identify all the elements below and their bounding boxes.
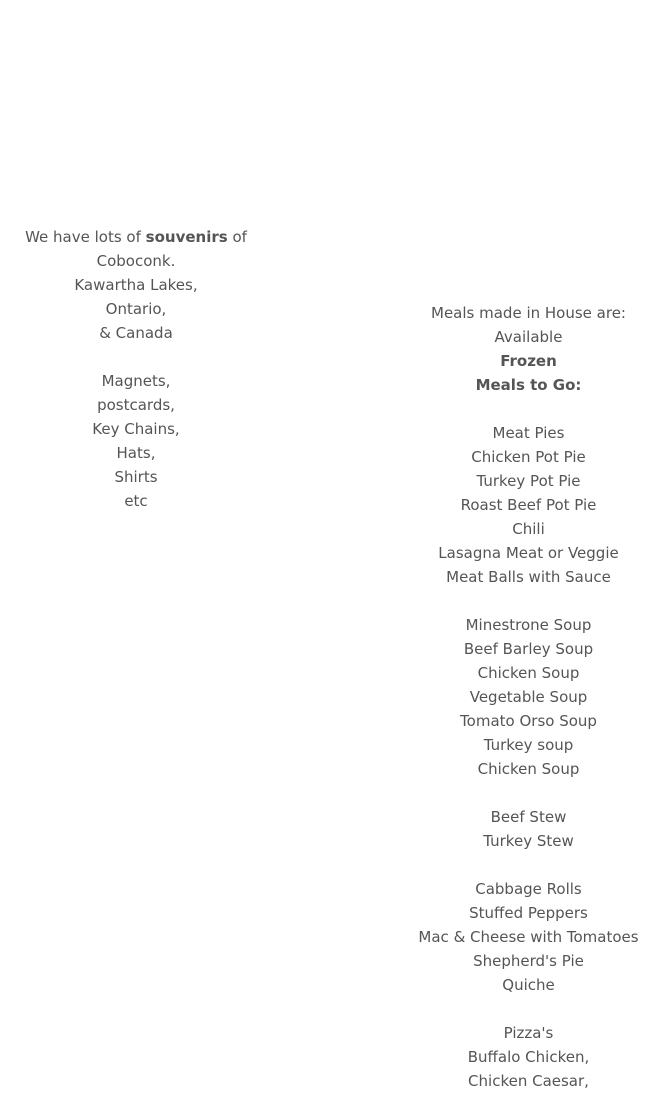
place-line: Coboconk. xyxy=(96,252,176,270)
meal-item: Lasagna Meat or Veggie xyxy=(438,544,619,562)
spacer xyxy=(396,997,661,1021)
meal-item: Meat Pies xyxy=(492,424,565,442)
place-line: & Canada xyxy=(99,324,173,342)
meal-item: Roast Beef Pot Pie xyxy=(460,496,597,514)
place-line: Kawartha Lakes, xyxy=(74,276,198,294)
meal-item: Chili xyxy=(512,520,545,538)
meal-item: Shepherd's Pie xyxy=(473,952,584,970)
souvenirs-keyword: souvenirs xyxy=(145,228,228,246)
meal-item: Chicken Caesar, xyxy=(468,1072,589,1090)
meal-item: Buffalo Chicken, xyxy=(467,1048,590,1066)
souvenir-item: etc xyxy=(124,492,148,510)
meals-section xyxy=(396,301,661,1093)
meal-item: Chicken Soup xyxy=(477,760,580,778)
spacer xyxy=(396,397,661,421)
spacer xyxy=(396,589,661,613)
spacer xyxy=(396,853,661,877)
meal-item: Beef Barley Soup xyxy=(463,640,594,658)
souvenirs-intro-pre: We have lots of xyxy=(25,228,146,246)
meal-item: Quiche xyxy=(502,976,555,994)
meal-item: Minestrone Soup xyxy=(465,616,592,634)
spacer xyxy=(10,345,262,369)
souvenir-item: Shirts xyxy=(114,468,158,486)
souvenir-item: Magnets, xyxy=(101,372,171,390)
souvenir-item: Hats, xyxy=(116,444,156,462)
meals-to-go: Meals to Go: xyxy=(475,376,582,394)
souvenir-item: Key Chains, xyxy=(92,420,180,438)
meal-item: Cabbage Rolls xyxy=(475,880,582,898)
souvenirs-section xyxy=(10,225,262,513)
meal-groups xyxy=(396,397,661,1093)
meal-item: Turkey Stew xyxy=(483,832,574,850)
place-line: Ontario, xyxy=(105,300,167,318)
meal-item: Turkey Pot Pie xyxy=(476,472,581,490)
meal-item: Turkey soup xyxy=(483,736,574,754)
meals-frozen: Frozen xyxy=(500,352,557,370)
meal-item: Pizza's xyxy=(503,1024,554,1042)
meal-item: Mac & Cheese with Tomatoes xyxy=(418,928,639,946)
meal-item: Vegetable Soup xyxy=(469,688,588,706)
meal-item: Beef Stew xyxy=(490,808,567,826)
souvenir-item: postcards, xyxy=(97,396,175,414)
meal-item: Meat Balls with Sauce xyxy=(446,568,611,586)
meal-item: Chicken Soup xyxy=(477,664,580,682)
meal-item: Tomato Orso Soup xyxy=(460,712,597,730)
souvenirs-intro xyxy=(10,225,262,249)
souvenirs-intro-post: of xyxy=(227,228,247,246)
spacer xyxy=(396,781,661,805)
meal-item: Chicken Pot Pie xyxy=(471,448,586,466)
meals-available: Available xyxy=(494,328,563,346)
meals-heading: Meals made in House are: xyxy=(431,304,626,322)
meal-item: Stuffed Peppers xyxy=(469,904,588,922)
